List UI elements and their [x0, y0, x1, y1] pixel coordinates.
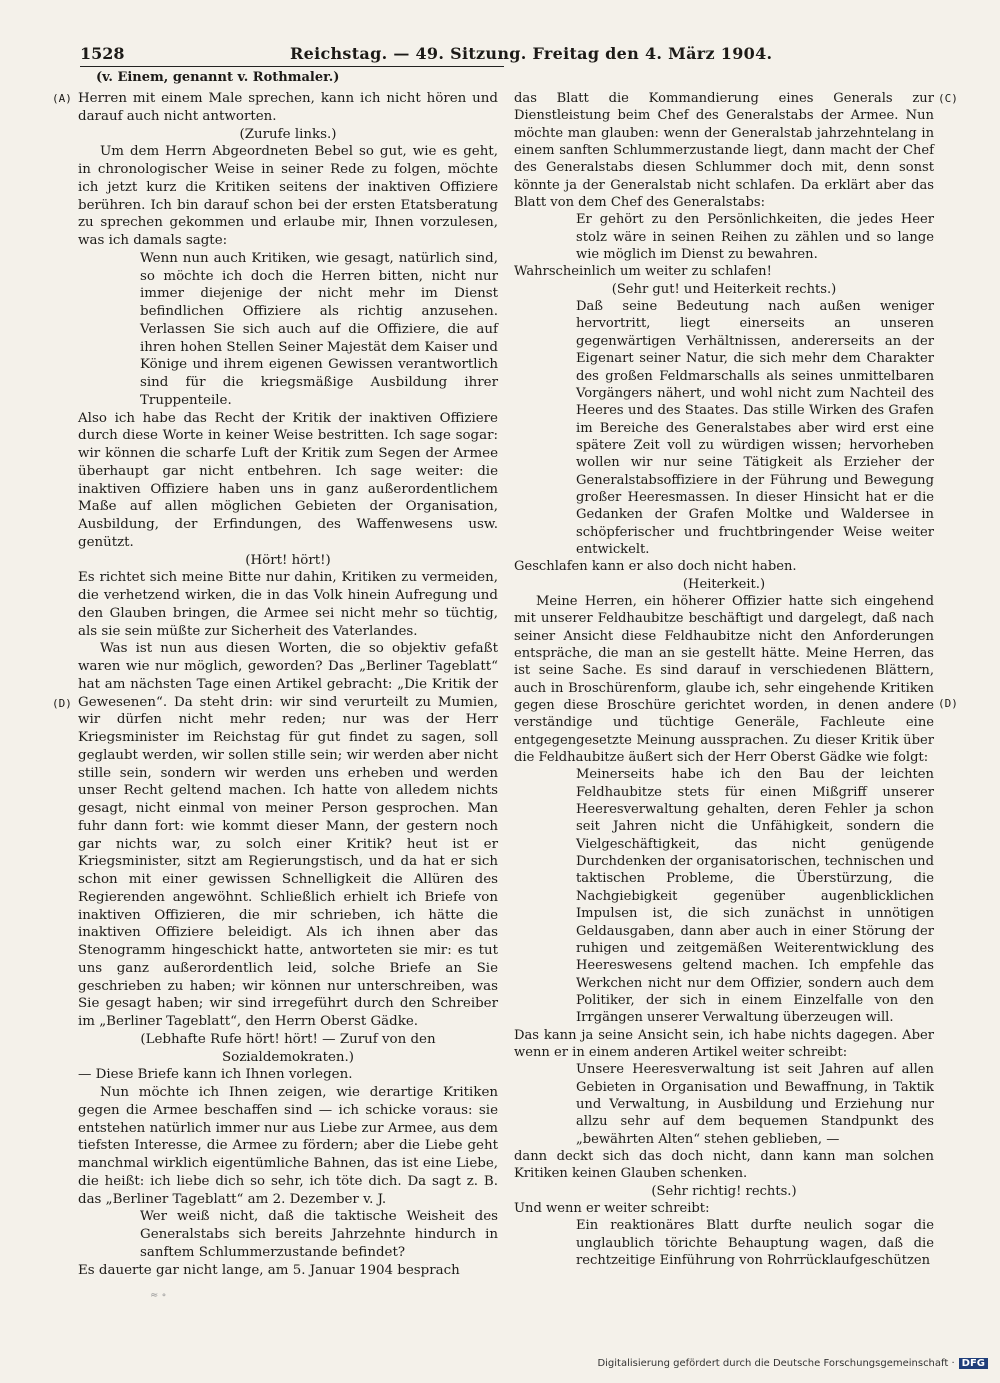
right-column-center-block: (Heiterkeit.): [682, 576, 766, 592]
right-column-quote-block: Unsere Heeresverwaltung ist seit Jahren auf allen Gebieten in Organisation und Bewaffnung, in Taktik und Verwaltung, in Ausbildung und Erziehung nur allzu sehr auf dem bequemen Standpunkt des „bewährten Alten“ stehen geblieben, —: [576, 1062, 934, 1147]
right-column-cont-block: Wahrscheinlich um weiter zu schlafen!: [514, 264, 772, 280]
footer-text: Digitalisierung gefördert durch die Deutsche Forschungsgemeinschaft ·: [597, 1358, 955, 1369]
margin-marker-d-right: (D): [938, 697, 958, 710]
page-footer: [597, 1358, 988, 1369]
right-column-cont-block: das Blatt die Kommandierung eines Generals zur Dienstleistung beim Chef des Generalstabs der Armee. Nun möchte man glauben: wenn der Generalstab jahrzehntelang in einem sanften Schlummerzustande liegt, dann macht der Chef des Generalstabs diesen Schlummer doch mit, denn sonst könnte ja der Generalstab nicht schlafen. Da erklärt aber das Blatt von dem Chef des Generalstabs:: [514, 91, 934, 211]
page-header: [80, 44, 984, 68]
right-column-para-block: Meine Herren, ein höherer Offizier hatte sich eingehend mit unserer Feldhaubitze beschäftigt und dargelegt, daß nach seiner Ansicht diese Feldhaubitze nicht den Anforderungen entspräche, die man an sie gestellt hätte. Meine Herren, das ist seine Sache. Es sind darauf in verschiedenen Blättern, auch in Broschürenform, glaube ich, sehr eingehende Kritiken gegen diese Broschüre gerichtet worden, in denen andere verständige und tüchtige Generäle, Fachleute eine entgegengesetzte Meinung aussprachen. Zu dieser Kritik über die Feldhaubitze äußert sich der Herr Oberst Gädke wie folgt:: [514, 593, 934, 766]
margin-marker-d-left: (D): [52, 697, 72, 710]
stray-mark: ≈ ∘: [150, 1290, 167, 1301]
page-number: 1528: [80, 44, 125, 63]
left-column-cont-block: Also ich habe das Recht der Kritik der inaktiven Offiziere durch diese Worte in keiner Weise bestritten. Ich sage sogar: wir können die scharfe Luft der Kritik zum Segen der Armee überhaupt gar nicht entbehren. Ich sage weiter: die inaktiven Offiziere haben uns in ganz außerordentlichem Maße auf allen möglichen Gebieten der Organisation, Ausbildung, der Erfindungen, des Waffenwesens usw. genützt.: [78, 410, 498, 550]
left-column-quote-block: Wer weiß nicht, daß die taktische Weisheit des Generalstabs sich bereits Jahrzehnte hindurch in sanftem Schlummerzustande befindet?: [140, 1209, 498, 1260]
left-column-cont-block: Herren mit einem Male sprechen, kann ich nicht hören und darauf auch nicht antworten.: [78, 91, 498, 124]
left-column-para-block: Nun möchte ich Ihnen zeigen, wie derartige Kritiken gegen die Armee beschaffen sind — ich schicke voraus: sie entstehen natürlich immer nur aus Liebe zur Armee, aus dem tiefsten Interesse, die Armee zu fördern; aber die Liebe geht manchmal wirklich eigentümliche Bahnen, das ist eine Liebe, die heißt: ich liebe dich so sehr, ich töte dich. Da sagt z. B. das „Berliner Tageblatt“ am 2. Dezember v. J.: [78, 1085, 498, 1207]
header-rule: [80, 66, 504, 67]
right-column-cont-block: Das kann ja seine Ansicht sein, ich habe nichts dagegen. Aber wenn er in einem anderen Artikel weiter schreibt:: [514, 1027, 934, 1060]
left-column-para-block: Was ist nun aus diesen Worten, die so objektiv gefaßt waren wie nur möglich, geworden? Das „Berliner Tageblatt“ hat am nächsten Tage einen Artikel gebracht: „Die Kritik der Gewesenen“. Da steht drin: wir sind verurteilt zu Mumien, wir dürfen nicht mehr reden; nur was der Herr Kriegsminister im Reichstag für gut findet zu sagen, soll geglaubt werden, wir sollen stille sein; wir werden aber nicht stille sein, sondern wir werden uns erheben und werden unser Recht geltend machen. Ich hatte von alledem nichts gesagt, nicht einmal von meiner Person gesprochen. Man fuhr dann fort: wie kommt dieser Mann, der gestern noch gar nichts war, zu solch einer Kritik? heut ist er Kriegsminister, sitzt am Regierungstisch, und da hat er sich schon mit einer gewissen Schnelligkeit die Allüren des Regierenden angewöhnt. Schließlich erhielt ich Briefe von inaktiven Offizieren, die mir schrieben, ich hätte die inaktiven Offiziere beleidigt. Als ich ihnen aber das Stenogramm hingeschickt hatte, antworteten sie mir: es tut uns ganz außerordentlich leid, solche Briefe an Sie geschrieben zu haben; wir können nur unterschreiben, was Sie gesagt haben; wir sind irregeführt durch den Schreiber im „Berliner Tageblatt“, den Herrn Oberst Gädke.: [78, 641, 498, 1029]
left-column-center-block: (Lebhafte Rufe hört! hört! — Zuruf von den Sozialdemokraten.): [140, 1031, 436, 1065]
speaker-label: (v. Einem, genannt v. Rothmaler.): [96, 70, 340, 85]
right-column-cont-block: Und wenn er weiter schreibt:: [514, 1201, 710, 1216]
right-column-quote-block: Ein reaktionäres Blatt durfte neulich sogar die unglaublich törichte Behauptung wagen, daß die rechtzeitige Einführung von Rohrrücklaufgeschützen: [576, 1218, 934, 1269]
right-column-quote-block: Daß seine Bedeutung nach außen weniger hervortritt, liegt einerseits an unseren gegenwärtigen Verhältnissen, andererseits an der Eigenart seiner Natur, die sich mehr dem Charakter des großen Feldmarschalls als seines unmittelbaren Vorgängers nähert, und wohl nicht zum Nachteil des Heeres und des Staates. Das stille Wirken des Grafen im Bereiche des Generalstabes aber wird erst eine spätere Zeit voll zu würdigen wissen; hervorheben wollen wir nur seine Tätigkeit als Erzieher der Generalstabsoffiziere in der Führung und Bewegung großer Heeresmassen. In dieser Hinsicht hat er die Gedanken der Grafen Moltke und Waldersee in schöpferischer und fruchtbringender Weise weiter entwickelt.: [576, 299, 934, 557]
page-title: Reichstag. — 49. Sitzung. Freitag den 4. März 1904.: [290, 44, 773, 63]
left-column-cont-block: Es dauerte gar nicht lange, am 5. Januar 1904 besprach: [78, 1262, 460, 1278]
left-column-cont-block: — Diese Briefe kann ich Ihnen vorlegen.: [78, 1067, 353, 1083]
right-column: [514, 90, 934, 1269]
dfg-logo: DFG: [959, 1358, 988, 1369]
left-column-cont-block: Es richtet sich meine Bitte nur dahin, Kritiken zu vermeiden, die verhetzend wirken, die in das Volk hinein Aufregung und den Glauben bringen, die Armee sei nicht mehr so tüchtig, als sie sein müßte zur Sicherheit des Vaterlandes.: [78, 570, 498, 639]
margin-marker-c: (C): [938, 92, 958, 105]
right-column-cont-block: dann deckt sich das doch nicht, dann kann man solchen Kritiken keinen Glauben schenken.: [514, 1148, 934, 1182]
left-column-center-block: (Zurufe links.): [239, 126, 337, 142]
right-column-cont-block: Geschlafen kann er also doch nicht haben.: [514, 559, 797, 575]
left-column-para-block: Um dem Herrn Abgeordneten Bebel so gut, wie es geht, in chronologischer Weise in seiner Rede zu folgen, möchte ich jetzt kurz die Kritiken seitens der inaktiven Offiziere berühren. Ich bin darauf schon bei der ersten Etatsberatung zu sprechen gekommen und erlaube mir, Ihnen vorzulesen, was ich damals sagte:: [78, 144, 498, 248]
right-column-quote-block: Meinerseits habe ich den Bau der leichten Feldhaubitze stets für einen Mißgriff unserer Heeresverwaltung gehalten, deren Fehler ja schon seit Jahren nicht die Unfähigkeit, sondern die Vielgeschäftigkeit, das nicht genügende Durchdenken der organisatorischen, technischen und taktischen Probleme, die Überstürzung, die Nachgiebigkeit gegenüber augenblicklichen Impulsen ist, die sich zunächst in unnötigen Geldausgaben, dann aber auch in einer Störung der ruhigen und zeitgemäßen Weiterentwicklung des Heereswesens geltend machen. Ich empfehle das Werkchen nicht nur dem Offizier, sondern auch dem Politiker, der sich in einem Einzelfalle von den Irrgängen unserer Verwaltung überzeugen will.: [576, 767, 934, 1026]
left-column: [78, 90, 498, 1279]
margin-marker-a: (A): [52, 92, 72, 105]
left-column-center-block: (Hört! hört!): [245, 552, 331, 568]
right-column-center-block: (Sehr gut! und Heiterkeit rechts.): [611, 281, 837, 297]
right-column-quote-block: Er gehört zu den Persönlichkeiten, die jedes Heer stolz wäre in seinen Reihen zu zählen und so lange wie möglich im Dienst zu bewahren.: [576, 212, 934, 263]
left-column-quote-block: Wenn nun auch Kritiken, wie gesagt, natürlich sind, so möchte ich doch die Herren bitten, nicht nur immer diejenige der nicht mehr im Dienst befindlichen Offiziere als richtig anzusehen. Verlassen Sie sich auch auf die Offiziere, die auf ihren hohen Stellen Seiner Majestät dem Kaiser und Könige und ihrem eigenen Gewissen verantwortlich sind für die kriegsmäßige Ausbildung ihrer Truppenteile.: [140, 250, 498, 408]
right-column-center-block: (Sehr richtig! rechts.): [651, 1183, 797, 1199]
